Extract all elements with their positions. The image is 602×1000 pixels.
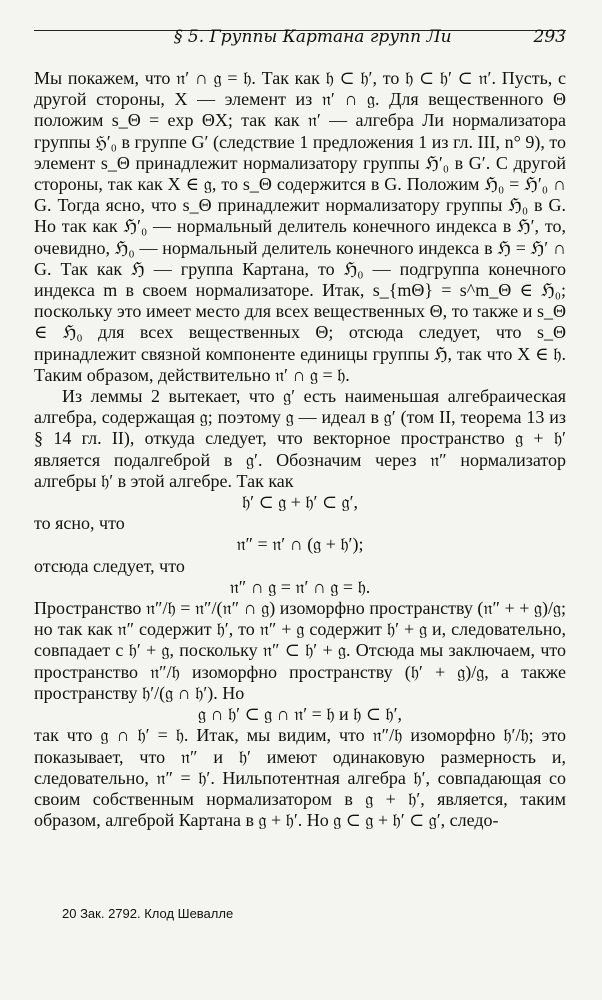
paragraph-2: Из леммы 2 вытекает, что 𝔤′ есть наименьшая алгебраическая алгебра, содержащая 𝔤; поэтому 𝔤 — идеал в 𝔤′ (том II, теорема 13 из § 14 гл. II), откуда следует, что векторное пространство 𝔤 + 𝔥′ является подалгеброй в 𝔤′. Обозначим через 𝔫″ нормализатор алгебры 𝔥′ в этой алгебре. Так как <box>34 386 566 491</box>
formula-4: 𝔤 ∩ 𝔥′ ⊂ 𝔤 ∩ 𝔫′ = 𝔥 и 𝔥 ⊂ 𝔥′, <box>197 704 403 725</box>
footer-signature: 20 Зак. 2792. Клод Шевалле <box>62 906 234 921</box>
formula-2: 𝔫″ = 𝔫′ ∩ (𝔤 + 𝔥′); <box>236 534 364 555</box>
page-body <box>34 68 566 831</box>
running-header <box>34 26 566 47</box>
paragraph-4: отсюда следует, что <box>34 555 185 576</box>
paragraph-5: Пространство 𝔫″/𝔥 = 𝔫″/(𝔫″ ∩ 𝔤) изоморфно пространству (𝔫″ + + 𝔤)/𝔤; но так как 𝔫″ содержит 𝔥′, то 𝔫″ + 𝔤 содержит 𝔥′ + 𝔤 и, следовательно, совпадает с 𝔥′ + 𝔤, поскольку 𝔫″ ⊂ 𝔥′ + 𝔤. Отсюда мы заключаем, что пространство 𝔫″/𝔥 изоморфно пространству (𝔥′ + 𝔤)/𝔤, а также пространству 𝔥′/(𝔤 ∩ 𝔥′). Но <box>34 598 566 703</box>
paragraph-6: так что 𝔤 ∩ 𝔥′ = 𝔥. Итак, мы видим, что 𝔫″/𝔥 изоморфно 𝔥′/𝔥; это показывает, что 𝔫″ и 𝔥′ имеют одинаковую размерность и, следовательно, 𝔫″ = 𝔥′. Нильпотентная алгебра 𝔥′, совпадающая со своим собственным нормализатором в 𝔤 + 𝔥′, является, таким образом, алгеброй Картана в 𝔤 + 𝔥′. Но 𝔤 ⊂ 𝔤 + 𝔥′ ⊂ 𝔤′, следо- <box>34 725 566 831</box>
paragraph-1: Мы покажем, что 𝔫′ ∩ 𝔤 = 𝔥. Так как 𝔥 ⊂ 𝔥′, то 𝔥 ⊂ 𝔥′ ⊂ 𝔫′. Пусть, с другой стороны, X — элемент из 𝔫′ ∩ 𝔤. Для вещественного Θ положим s_Θ = exp ΘX; так как 𝔫′ — алгебра Ли нормализатора группы ℌ′₀ в группе G′ (следствие 1 предложения 1 из гл. III, n° 9), то элемент s_Θ принадлежит нормализатору группы ℌ′₀ в G′. С другой стороны, так как X ∈ 𝔤, то s_Θ содержится в G. Положим ℌ₀ = ℌ′₀ ∩ G. Тогда ясно, что s_Θ принадлежит нормализатору группы ℌ₀ в G. Но так как ℌ′₀ — нормальный делитель конечного индекса в ℌ′, то, очевидно, ℌ₀ — нормальный делитель конечного индекса в ℌ = ℌ′ ∩ G. Так как ℌ — группа Картана, то ℌ₀ — подгруппа конечного индекса m в своем нормализаторе. Итак, s_{mΘ} = s^m_Θ ∈ ℌ₀; поскольку это имеет место для всех вещественных Θ, то также и s_Θ ∈ ℌ₀ для всех вещественных Θ; отсюда следует, что s_Θ принадлежит связной компоненте единицы группы ℌ, так что X ∈ 𝔥. Таким образом, действительно 𝔫′ ∩ 𝔤 = 𝔥. <box>34 68 566 385</box>
header-title: § 5. Группы Картана групп Ли <box>174 27 452 47</box>
formula-3: 𝔫″ ∩ 𝔤 = 𝔫′ ∩ 𝔤 = 𝔥. <box>229 576 371 597</box>
paragraph-3: то ясно, что <box>34 513 125 534</box>
formula-1: 𝔥′ ⊂ 𝔤 + 𝔥′ ⊂ 𝔤′, <box>241 492 359 513</box>
page-number: 293 <box>533 27 566 47</box>
